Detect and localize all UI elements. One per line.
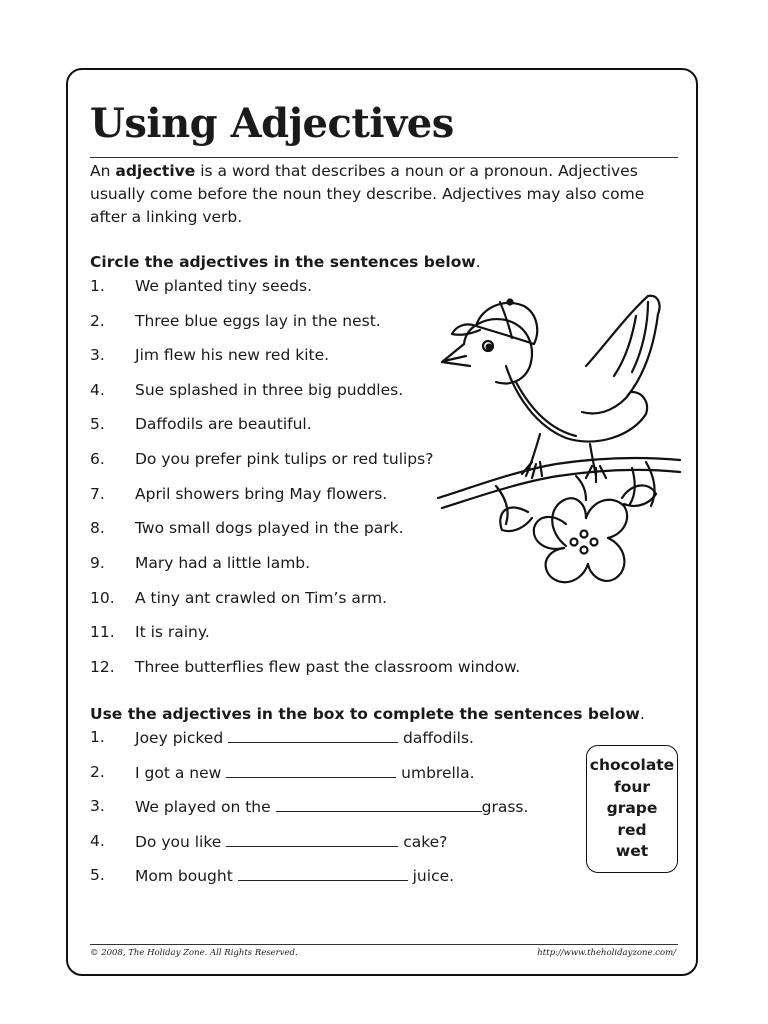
- part2-num: 4.: [90, 832, 105, 850]
- flower-petal: [586, 500, 627, 538]
- part1-num: 6.: [90, 450, 105, 468]
- answer-blank[interactable]: [226, 763, 396, 778]
- part2-instruction: [90, 705, 645, 723]
- part1-num: 4.: [90, 381, 105, 399]
- part2-after: cake?: [398, 833, 448, 851]
- part2-before: We played on the: [135, 798, 276, 816]
- part1-num: 2.: [90, 312, 105, 330]
- part1-num: 8.: [90, 519, 105, 537]
- part2-sentence: [135, 797, 528, 816]
- part2-num: 2.: [90, 763, 105, 781]
- bird-body: [506, 366, 647, 442]
- bird-on-branch-illustration: [436, 286, 686, 616]
- part2-after: umbrella.: [396, 764, 475, 782]
- part2-instruction-text: Use the adjectives in the box to complete the sentences below: [90, 705, 640, 723]
- part2-num: 3.: [90, 797, 105, 815]
- part2-before: I got a new: [135, 764, 227, 782]
- part1-sentence: April showers bring May flowers.: [135, 485, 388, 503]
- word-choice: red: [617, 820, 647, 839]
- flower-leaf: [622, 485, 656, 505]
- part1-num: 7.: [90, 485, 105, 503]
- flower-petal: [552, 498, 586, 546]
- intro-keyword: adjective: [115, 162, 196, 180]
- part1-sentence: Daffodils are beautiful.: [135, 415, 312, 433]
- part1-sentence: Two small dogs played in the park.: [135, 519, 404, 537]
- word-choice: four: [613, 777, 651, 796]
- footer-rule: [90, 944, 678, 945]
- bird-cap-brim: [452, 324, 480, 334]
- intro-line2: usually come before the noun they describe. Adjectives may also come: [90, 185, 645, 203]
- part1-sentence: Three blue eggs lay in the nest.: [135, 312, 381, 330]
- flower-leaf: [500, 507, 532, 531]
- flower: [500, 476, 656, 582]
- branch-twig: [496, 486, 508, 524]
- flower-petal: [534, 517, 566, 549]
- part1-sentence: Do you prefer pink tulips or red tulips?: [135, 450, 434, 468]
- adjective-word-box: [586, 745, 678, 873]
- part2-num: 1.: [90, 728, 105, 746]
- page-title: Using Adjectives: [90, 100, 454, 147]
- part1-num: 5.: [90, 415, 105, 433]
- flower-center-dot: [591, 539, 598, 546]
- word-choice: grape: [606, 799, 658, 818]
- part2-sentence: [135, 728, 474, 747]
- part1-instruction: [90, 253, 481, 271]
- part2-before: Do you like: [135, 833, 227, 851]
- part1-sentence: We planted tiny seeds.: [135, 277, 313, 295]
- part1-num: 9.: [90, 554, 105, 572]
- answer-blank[interactable]: [238, 866, 408, 881]
- part2-after: juice.: [407, 867, 455, 885]
- part1-sentence: A tiny ant crawled on Tim’s arm.: [135, 589, 388, 607]
- branch: [438, 458, 680, 498]
- intro-before: An: [90, 162, 116, 180]
- bird-foot: [522, 434, 542, 478]
- answer-blank[interactable]: [226, 832, 398, 847]
- flower-center-dot: [571, 539, 578, 546]
- bird-wing-feather: [614, 316, 636, 376]
- footer-copyright: © 2008, The Holiday Zone. All Rights Reserved.: [90, 948, 298, 958]
- part1-num: 10.: [90, 589, 115, 607]
- part2-after: grass.: [481, 798, 529, 816]
- part1-sentence: Three butterflies flew past the classroom window.: [135, 658, 521, 676]
- title-underline: [90, 157, 678, 158]
- bird-foot: [586, 444, 606, 482]
- part2-after: daffodils.: [398, 729, 474, 747]
- part1-sentence: Jim flew his new red kite.: [135, 346, 330, 364]
- intro-paragraph: [90, 160, 680, 229]
- part2-num: 5.: [90, 866, 105, 884]
- part1-num: 1.: [90, 277, 105, 295]
- flower-center-dot: [581, 547, 588, 554]
- part1-num: 12.: [90, 658, 115, 676]
- bird-head: [464, 319, 532, 383]
- part1-sentence: It is rainy.: [135, 623, 210, 641]
- flower-center-dot: [581, 531, 588, 538]
- bird-belly: [516, 382, 576, 436]
- part2-before: Joey picked: [135, 729, 229, 747]
- word-choice: chocolate: [589, 756, 675, 775]
- part1-num: 3.: [90, 346, 105, 364]
- part2-sentence: [135, 832, 447, 851]
- word-choice: wet: [615, 842, 649, 861]
- bird-pupil: [487, 345, 492, 350]
- answer-blank[interactable]: [276, 797, 482, 812]
- part2-instruction-period: .: [639, 705, 645, 723]
- bird-cap-button: [508, 300, 513, 305]
- part1-instruction-text: Circle the adjectives in the sentences below: [90, 253, 476, 271]
- part2-sentence: [135, 763, 475, 782]
- answer-blank[interactable]: [228, 728, 398, 743]
- intro-line1-rest: is a word that describes a noun or a pronoun. Adjectives: [195, 162, 638, 180]
- part1-instruction-period: .: [475, 253, 481, 271]
- part2-sentence: [135, 866, 454, 885]
- part1-num: 11.: [90, 623, 115, 641]
- part2-before: Mom bought: [135, 867, 238, 885]
- part1-sentence: Mary had a little lamb.: [135, 554, 311, 572]
- footer-url[interactable]: http://www.theholidayzone.com/: [537, 948, 676, 958]
- part1-sentence: Sue splashed in three big puddles.: [135, 381, 404, 399]
- intro-line3: after a linking verb.: [90, 208, 243, 226]
- flower-stem: [576, 476, 586, 500]
